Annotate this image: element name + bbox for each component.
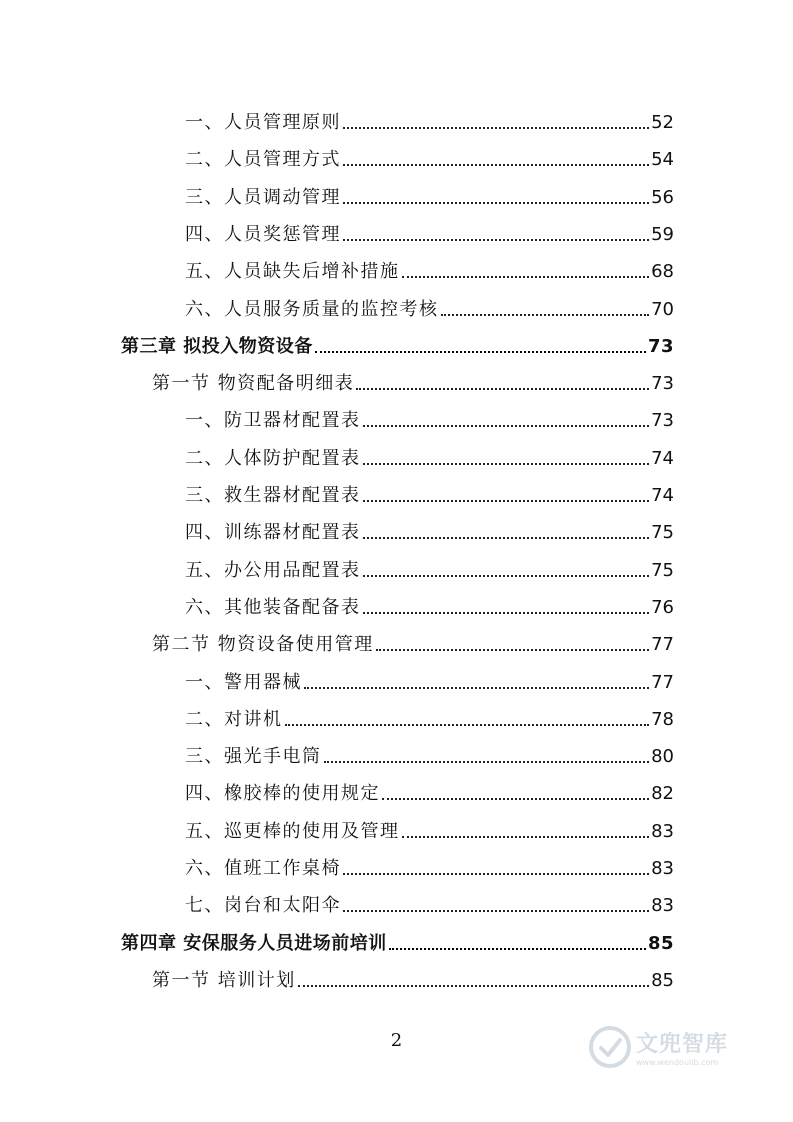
toc-dot-leader: [441, 313, 650, 316]
watermark-url: www.wendoulib.com: [636, 1058, 719, 1067]
toc-entry-label: 三、人员调动管理: [185, 186, 341, 208]
toc-dot-leader: [343, 909, 649, 912]
toc-dot-leader: [376, 648, 649, 651]
toc-entry-label: 二、对讲机: [185, 708, 283, 730]
toc-dot-leader: [363, 611, 650, 614]
toc-item-entry[interactable]: [185, 552, 674, 582]
toc-entry-label: 七、岗台和太阳伞: [185, 895, 341, 917]
toc-item-entry[interactable]: [185, 850, 674, 880]
toc-entry-label: 一、警用器械: [185, 671, 302, 693]
toc-entry-page: 85: [651, 969, 674, 991]
toc-entry-page: 80: [651, 746, 674, 768]
toc-dot-leader: [363, 499, 650, 502]
toc-entry-label: 一、防卫器材配置表: [185, 410, 361, 432]
watermark: [588, 1019, 768, 1075]
toc-entry-page: 74: [651, 485, 674, 506]
toc-dot-leader: [343, 238, 649, 241]
toc-dot-leader: [356, 387, 649, 390]
toc-entry-page: 74: [651, 447, 674, 469]
toc-entry-label: 三、强光手电筒: [185, 746, 322, 768]
toc-entry-page: 83: [651, 820, 674, 842]
toc-item-entry[interactable]: [185, 664, 674, 694]
toc-dot-leader: [343, 163, 649, 166]
toc-dot-leader: [389, 947, 646, 950]
toc-entry-label: 四、训练器材配置表: [185, 522, 361, 544]
toc-item-entry[interactable]: [185, 253, 674, 283]
toc-dot-leader: [304, 686, 649, 689]
page-number: 2: [390, 1030, 403, 1051]
toc-entry-page: 77: [651, 634, 674, 656]
toc-entry-label: 二、人员管理方式: [185, 149, 341, 171]
toc-dot-leader: [363, 424, 650, 427]
toc-item-entry[interactable]: [185, 104, 674, 134]
toc-entry-label: 五、巡更棒的使用及管理: [185, 820, 400, 842]
toc-dot-leader: [298, 984, 649, 987]
toc-section-entry[interactable]: [152, 365, 674, 395]
toc-item-entry[interactable]: [185, 887, 674, 917]
toc-chapter-entry[interactable]: [121, 328, 674, 358]
toc-entry-page: 68: [651, 261, 674, 283]
toc-dot-leader: [285, 723, 650, 726]
toc-entry-page: 76: [651, 596, 674, 618]
toc-item-entry[interactable]: [185, 291, 674, 321]
toc-item-entry[interactable]: [185, 216, 674, 246]
toc-entry-label: 第一节 培训计划: [152, 969, 296, 991]
toc-entry-label: 第二节 物资设备使用管理: [152, 634, 374, 656]
toc-entry-page: 83: [651, 858, 674, 879]
toc-entry-label: 一、人员管理原则: [185, 112, 341, 133]
toc-item-entry[interactable]: [185, 477, 674, 507]
toc-dot-leader: [402, 835, 650, 838]
toc-item-entry[interactable]: [185, 775, 674, 805]
toc-entry-page: 85: [647, 932, 674, 954]
wendou-logo-icon: [588, 1025, 632, 1069]
toc-entry-page: 78: [651, 708, 674, 730]
toc-dot-leader: [343, 872, 649, 875]
toc-entry-page: 73: [651, 373, 674, 395]
toc-dot-leader: [324, 760, 650, 763]
toc-entry-page: 54: [651, 149, 674, 171]
toc-dot-leader: [343, 126, 649, 129]
toc-entry-page: 59: [651, 223, 674, 245]
toc-entry-page: 82: [651, 783, 674, 805]
toc-entry-page: 70: [651, 298, 674, 320]
toc-item-entry[interactable]: [185, 813, 674, 843]
toc-section-entry[interactable]: [152, 626, 674, 656]
toc-item-entry[interactable]: [185, 514, 674, 544]
watermark-brand: 文兜智库: [636, 1032, 729, 1057]
toc-entry-page: 77: [651, 671, 674, 693]
toc-entry-label: 第三章 拟投入物资设备: [121, 335, 313, 357]
toc-dot-leader: [382, 797, 649, 800]
toc-dot-leader: [363, 536, 650, 539]
toc-item-entry[interactable]: [185, 738, 674, 768]
toc-entry-label: 五、人员缺失后增补措施: [185, 261, 400, 283]
toc-section-entry[interactable]: [152, 962, 674, 992]
toc-chapter-entry[interactable]: [121, 925, 674, 955]
toc-entry-label: 六、其他装备配备表: [185, 596, 361, 618]
toc-entry-label: 四、橡胶棒的使用规定: [185, 783, 380, 805]
toc-item-entry[interactable]: [185, 179, 674, 209]
toc-entry-page: 73: [647, 335, 674, 357]
toc-entry-label: 六、人员服务质量的监控考核: [185, 298, 439, 320]
toc-dot-leader: [315, 350, 646, 353]
toc-item-entry[interactable]: [185, 589, 674, 619]
toc-entry-page: 83: [651, 895, 674, 917]
toc-entry-label: 第一节 物资配备明细表: [152, 373, 355, 395]
toc-entry-page: 75: [651, 522, 674, 544]
toc-entry-label: 五、办公用品配置表: [185, 559, 361, 581]
toc-entry-page: 75: [651, 559, 674, 581]
toc-dot-leader: [363, 462, 650, 465]
toc-entry-label: 三、救生器材配置表: [185, 485, 361, 506]
toc-item-entry[interactable]: [185, 402, 674, 432]
toc-entry-page: 73: [651, 410, 674, 432]
toc-item-entry[interactable]: [185, 141, 674, 171]
toc-dot-leader: [363, 574, 650, 577]
toc-entry-label: 四、人员奖惩管理: [185, 223, 341, 245]
toc-entry-label: 二、人体防护配置表: [185, 447, 361, 469]
toc-entry-label: 六、值班工作桌椅: [185, 858, 341, 879]
toc-entry-page: 52: [651, 112, 674, 133]
toc-item-entry[interactable]: [185, 701, 674, 731]
toc-dot-leader: [402, 275, 650, 278]
toc-dot-leader: [343, 201, 649, 204]
toc-item-entry[interactable]: [185, 440, 674, 470]
toc-entry-page: 56: [651, 186, 674, 208]
toc-entry-label: 第四章 安保服务人员进场前培训: [121, 932, 387, 954]
